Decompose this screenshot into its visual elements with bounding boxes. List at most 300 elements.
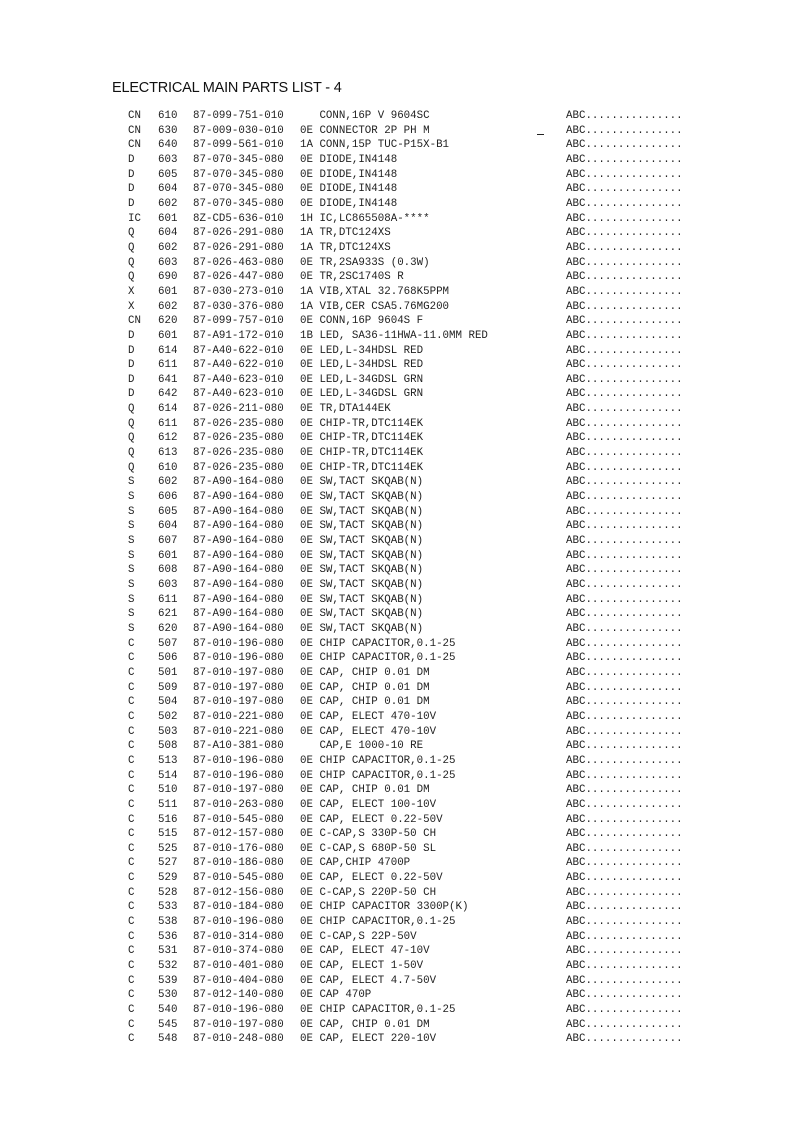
part-number: 8Z-CD5-636-010 [193, 212, 284, 225]
abc-dots: ABC............... [566, 579, 683, 591]
part-description: 0E CAP, CHIP 0.01 DM [300, 784, 430, 797]
part-description: 1A CONN,15P TUC-P15X-B1 [300, 139, 450, 152]
part-description: 0E SW,TACT SKQAB(N) [300, 579, 424, 591]
parts-row [0, 930, 793, 945]
abc-dots: ABC............... [566, 1018, 683, 1031]
abc-dots: ABC............... [566, 124, 683, 137]
part-number: 87-012-140-080 [193, 989, 284, 1002]
part-description: 0E SW,TACT SKQAB(N) [300, 622, 424, 635]
ref-number: 620 [158, 622, 178, 635]
ref-designator: X [128, 285, 135, 298]
parts-row [0, 974, 793, 989]
part-description: 0E CAP,CHIP 4700P [300, 857, 411, 870]
parts-row [0, 842, 793, 857]
ref-number: 540 [158, 1004, 178, 1017]
ref-number: 545 [158, 1018, 178, 1031]
ref-designator: Q [128, 447, 135, 460]
ref-designator: CN [128, 139, 141, 152]
parts-row [0, 534, 793, 549]
part-number: 87-A90-164-080 [193, 593, 284, 606]
ref-designator: C [128, 725, 135, 738]
abc-dots: ABC............... [566, 212, 683, 225]
abc-dots: ABC............... [566, 417, 683, 430]
parts-row [0, 431, 793, 446]
ref-number: 614 [158, 403, 178, 416]
part-number: 87-A91-172-010 [193, 329, 284, 342]
part-number: 87-A40-623-010 [193, 373, 284, 386]
parts-row [0, 109, 793, 124]
ref-designator: C [128, 1033, 135, 1046]
ref-designator: S [128, 608, 135, 621]
part-number: 87-010-221-080 [193, 710, 284, 723]
ref-number: 536 [158, 930, 178, 943]
abc-dots: ABC............... [566, 403, 683, 416]
part-number: 87-010-197-080 [193, 784, 284, 797]
ref-number: 605 [158, 168, 178, 181]
part-number: 87-026-235-080 [193, 432, 284, 445]
abc-dots: ABC............... [566, 725, 683, 738]
part-description: 0E CAP, ELECT 4.7-50V [300, 974, 437, 987]
ref-designator: D [128, 373, 135, 386]
part-description: 0E DIODE,IN4148 [300, 197, 398, 210]
part-description: 0E C-CAP,S 680P-50 SL [300, 842, 437, 855]
part-number: 87-070-345-080 [193, 183, 284, 196]
part-description: 0E LED,L-34GDSL GRN [300, 388, 424, 401]
abc-dots: ABC............... [566, 916, 683, 929]
abc-dots: ABC............... [566, 241, 683, 254]
ref-number: 508 [158, 740, 178, 753]
ref-designator: Q [128, 417, 135, 430]
abc-dots: ABC............... [566, 139, 683, 152]
part-number: 87-A90-164-080 [193, 535, 284, 548]
ref-designator: Q [128, 403, 135, 416]
part-number: 87-010-263-080 [193, 798, 284, 811]
parts-row [0, 1018, 793, 1033]
parts-row [0, 944, 793, 959]
ref-designator: Q [128, 432, 135, 445]
ref-designator: D [128, 168, 135, 181]
parts-row [0, 783, 793, 798]
ref-designator: C [128, 754, 135, 767]
abc-dots: ABC............... [566, 564, 683, 577]
part-description: 1H IC,LC865508A-**** [300, 212, 430, 225]
abc-dots: ABC............... [566, 989, 683, 1002]
part-number: 87-010-196-080 [193, 916, 284, 929]
part-number: 87-026-291-080 [193, 227, 284, 240]
ref-number: 603 [158, 579, 178, 591]
ref-designator: S [128, 535, 135, 548]
part-number: 87-A90-164-080 [193, 505, 284, 518]
ref-number: 603 [158, 153, 178, 166]
part-number: 87-009-030-010 [193, 124, 284, 137]
part-number: 87-026-235-080 [193, 447, 284, 460]
abc-dots: ABC............... [566, 271, 683, 284]
ref-number: 608 [158, 564, 178, 577]
part-description: 0E TR,DTA144EK [300, 403, 391, 416]
parts-row [0, 358, 793, 373]
ref-designator: C [128, 681, 135, 694]
part-description: 0E CHIP CAPACITOR 3300P(K) [300, 901, 469, 914]
part-description: 0E CHIP-TR,DTC114EK [300, 432, 424, 445]
abc-dots: ABC............... [566, 110, 683, 122]
abc-dots: ABC............... [566, 798, 683, 811]
ref-designator: C [128, 916, 135, 929]
abc-dots: ABC............... [566, 329, 683, 342]
part-number: 87-010-404-080 [193, 974, 284, 987]
part-number: 87-010-196-080 [193, 637, 284, 650]
ref-designator: C [128, 945, 135, 958]
abc-dots: ABC............... [566, 813, 683, 826]
abc-dots: ABC............... [566, 153, 683, 166]
parts-row [0, 124, 793, 139]
abc-dots: ABC............... [566, 256, 683, 269]
ref-number: 510 [158, 784, 178, 797]
part-description: 0E SW,TACT SKQAB(N) [300, 491, 424, 504]
part-number: 87-099-561-010 [193, 139, 284, 152]
ref-number: 611 [158, 593, 178, 606]
part-description: 0E CHIP CAPACITOR,0.1-25 [300, 652, 456, 665]
part-description: 0E CAP, CHIP 0.01 DM [300, 1018, 430, 1031]
part-description: 0E CAP, ELECT 1-50V [300, 960, 424, 973]
ref-number: 602 [158, 476, 178, 489]
page-title: ELECTRICAL MAIN PARTS LIST - 4 [112, 80, 342, 96]
ref-number: 506 [158, 652, 178, 665]
ref-designator: Q [128, 461, 135, 474]
part-number: 87-026-235-080 [193, 417, 284, 430]
part-description: 0E C-CAP,S 220P-50 CH [300, 886, 437, 899]
parts-row [0, 417, 793, 432]
ref-number: 548 [158, 1033, 178, 1046]
parts-row [0, 798, 793, 813]
parts-row [0, 138, 793, 153]
abc-dots: ABC............... [566, 974, 683, 987]
parts-row [0, 593, 793, 608]
part-number: 87-012-157-080 [193, 828, 284, 841]
parts-row [0, 256, 793, 271]
part-description: 0E CHIP-TR,DTC114EK [300, 417, 424, 430]
ref-designator: D [128, 183, 135, 196]
ref-number: 525 [158, 842, 178, 855]
ref-number: 515 [158, 828, 178, 841]
abc-dots: ABC............... [566, 183, 683, 196]
ref-number: 511 [158, 798, 178, 811]
parts-row [0, 285, 793, 300]
parts-row [0, 182, 793, 197]
abc-dots: ABC............... [566, 681, 683, 694]
part-description: 0E LED,L-34HDSL RED [300, 344, 424, 357]
ref-designator: C [128, 637, 135, 650]
abc-dots: ABC............... [566, 491, 683, 504]
part-number: 87-010-545-080 [193, 813, 284, 826]
part-number: 87-A90-164-080 [193, 476, 284, 489]
ref-designator: C [128, 696, 135, 709]
ref-number: 507 [158, 637, 178, 650]
ref-designator: C [128, 710, 135, 723]
abc-dots: ABC............... [566, 930, 683, 943]
part-number: 87-A90-164-080 [193, 579, 284, 591]
part-description: 0E CONN,16P 9604S F [300, 315, 424, 328]
ref-number: 601 [158, 549, 178, 562]
ref-designator: CN [128, 124, 141, 137]
abc-dots: ABC............... [566, 622, 683, 635]
abc-dots: ABC............... [566, 593, 683, 606]
part-description: 0E SW,TACT SKQAB(N) [300, 564, 424, 577]
parts-row [0, 651, 793, 666]
ref-designator: D [128, 153, 135, 166]
ref-designator: S [128, 491, 135, 504]
part-number: 87-026-291-080 [193, 241, 284, 254]
part-number: 87-A90-164-080 [193, 608, 284, 621]
ref-designator: C [128, 857, 135, 870]
part-description: 0E CHIP CAPACITOR,0.1-25 [300, 637, 456, 650]
part-description: 0E CHIP-TR,DTC114EK [300, 461, 424, 474]
parts-row [0, 695, 793, 710]
part-description: 0E SW,TACT SKQAB(N) [300, 520, 424, 533]
parts-row [0, 270, 793, 285]
part-number: 87-010-196-080 [193, 1004, 284, 1017]
ref-designator: C [128, 740, 135, 753]
part-description: 0E LED,L-34GDSL GRN [300, 373, 424, 386]
part-description: 0E CAP, CHIP 0.01 DM [300, 696, 430, 709]
ref-designator: C [128, 960, 135, 973]
ref-number: 531 [158, 945, 178, 958]
abc-dots: ABC............... [566, 549, 683, 562]
parts-row [0, 300, 793, 315]
part-description: 0E CAP, ELECT 47-10V [300, 945, 430, 958]
parts-row [0, 446, 793, 461]
part-description: 0E CAP, ELECT 470-10V [300, 710, 437, 723]
part-number: 87-070-345-080 [193, 197, 284, 210]
ref-designator: C [128, 886, 135, 899]
ref-designator: S [128, 564, 135, 577]
ref-designator: Q [128, 241, 135, 254]
ref-designator: C [128, 828, 135, 841]
parts-row [0, 212, 793, 227]
part-description: 0E CAP, CHIP 0.01 DM [300, 666, 430, 679]
part-number: 87-012-156-080 [193, 886, 284, 899]
ref-number: 516 [158, 813, 178, 826]
abc-dots: ABC............... [566, 784, 683, 797]
ref-designator: S [128, 520, 135, 533]
ref-designator: D [128, 359, 135, 372]
ref-number: 630 [158, 124, 178, 137]
ref-designator: S [128, 622, 135, 635]
part-number: 87-010-374-080 [193, 945, 284, 958]
abc-dots: ABC............... [566, 388, 683, 401]
part-number: 87-A40-622-010 [193, 344, 284, 357]
part-number: 87-010-196-080 [193, 754, 284, 767]
ref-number: 527 [158, 857, 178, 870]
part-number: 87-010-197-080 [193, 696, 284, 709]
ref-number: 532 [158, 960, 178, 973]
parts-row [0, 461, 793, 476]
part-description: 0E CONNECTOR 2P PH M [300, 124, 430, 137]
ref-number: 502 [158, 710, 178, 723]
parts-row [0, 637, 793, 652]
ref-designator: D [128, 388, 135, 401]
part-description: 0E CHIP CAPACITOR,0.1-25 [300, 754, 456, 767]
part-number: 87-A40-623-010 [193, 388, 284, 401]
parts-row [0, 505, 793, 520]
part-number: 87-030-376-080 [193, 300, 284, 313]
parts-row [0, 373, 793, 388]
ref-number: 604 [158, 520, 178, 533]
part-description: 0E C-CAP,S 330P-50 CH [300, 828, 437, 841]
ref-number: 509 [158, 681, 178, 694]
parts-row [0, 402, 793, 417]
ref-number: 503 [158, 725, 178, 738]
abc-dots: ABC............... [566, 285, 683, 298]
parts-row [0, 153, 793, 168]
part-number: 87-010-196-080 [193, 769, 284, 782]
ref-number: 533 [158, 901, 178, 914]
abc-dots: ABC............... [566, 842, 683, 855]
ref-designator: C [128, 798, 135, 811]
ref-designator: C [128, 769, 135, 782]
ref-number: 538 [158, 916, 178, 929]
ref-number: 611 [158, 417, 178, 430]
ref-number: 602 [158, 300, 178, 313]
ref-number: 610 [158, 110, 178, 122]
ref-number: 641 [158, 373, 178, 386]
parts-row [0, 769, 793, 784]
ref-number: 603 [158, 256, 178, 269]
part-description: 0E SW,TACT SKQAB(N) [300, 593, 424, 606]
parts-row [0, 329, 793, 344]
abc-dots: ABC............... [566, 359, 683, 372]
abc-dots: ABC............... [566, 373, 683, 386]
part-number: 87-010-221-080 [193, 725, 284, 738]
parts-row [0, 1003, 793, 1018]
abc-dots: ABC............... [566, 740, 683, 753]
parts-row [0, 915, 793, 930]
part-number: 87-010-314-080 [193, 930, 284, 943]
part-description: 0E CHIP-TR,DTC114EK [300, 447, 424, 460]
part-description: 0E SW,TACT SKQAB(N) [300, 535, 424, 548]
abc-dots: ABC............... [566, 168, 683, 181]
ref-number: 604 [158, 227, 178, 240]
part-description: 0E SW,TACT SKQAB(N) [300, 549, 424, 562]
ref-designator: C [128, 784, 135, 797]
ref-number: 620 [158, 315, 178, 328]
abc-dots: ABC............... [566, 945, 683, 958]
part-description: 0E LED,L-34HDSL RED [300, 359, 424, 372]
parts-row [0, 813, 793, 828]
abc-dots: ABC............... [566, 344, 683, 357]
part-description: 1A VIB,XTAL 32.768K5PPM [300, 285, 450, 298]
ref-number: 602 [158, 241, 178, 254]
ref-number: 601 [158, 285, 178, 298]
part-number: 87-099-751-010 [193, 110, 284, 122]
parts-row [0, 681, 793, 696]
abc-dots: ABC............... [566, 608, 683, 621]
abc-dots: ABC............... [566, 197, 683, 210]
ref-number: 539 [158, 974, 178, 987]
ref-number: 601 [158, 212, 178, 225]
part-number: 87-A90-164-080 [193, 564, 284, 577]
abc-dots: ABC............... [566, 960, 683, 973]
part-number: 87-A40-622-010 [193, 359, 284, 372]
part-number: 87-010-184-080 [193, 901, 284, 914]
abc-dots: ABC............... [566, 432, 683, 445]
part-description: 0E CAP, ELECT 0.22-50V [300, 813, 443, 826]
abc-dots: ABC............... [566, 476, 683, 489]
ref-designator: C [128, 930, 135, 943]
ref-designator: C [128, 1018, 135, 1031]
abc-dots: ABC............... [566, 447, 683, 460]
abc-dots: ABC............... [566, 315, 683, 328]
abc-dots: ABC............... [566, 227, 683, 240]
part-description: CONN,16P V 9604SC [300, 110, 430, 122]
part-number: 87-010-545-080 [193, 872, 284, 885]
ref-designator: Q [128, 227, 135, 240]
part-number: 87-070-345-080 [193, 153, 284, 166]
parts-row [0, 725, 793, 740]
ref-designator: CN [128, 110, 141, 122]
parts-row [0, 1032, 793, 1047]
ref-number: 513 [158, 754, 178, 767]
ref-designator: S [128, 549, 135, 562]
parts-row [0, 607, 793, 622]
part-number: 87-010-248-080 [193, 1033, 284, 1046]
parts-row [0, 344, 793, 359]
ref-number: 604 [158, 183, 178, 196]
ref-designator: Q [128, 271, 135, 284]
part-description: 0E CAP, ELECT 470-10V [300, 725, 437, 738]
part-number: 87-010-176-080 [193, 842, 284, 855]
part-number: 87-026-211-080 [193, 403, 284, 416]
ref-designator: C [128, 652, 135, 665]
parts-row [0, 988, 793, 1003]
parts-row [0, 827, 793, 842]
parts-row [0, 197, 793, 212]
parts-row [0, 886, 793, 901]
abc-dots: ABC............... [566, 1004, 683, 1017]
part-number: 87-010-197-080 [193, 1018, 284, 1031]
part-description: 0E DIODE,IN4148 [300, 183, 398, 196]
ref-number: 642 [158, 388, 178, 401]
part-description: 0E SW,TACT SKQAB(N) [300, 608, 424, 621]
ref-designator: D [128, 344, 135, 357]
parts-row [0, 739, 793, 754]
abc-dots: ABC............... [566, 505, 683, 518]
parts-row [0, 519, 793, 534]
abc-dots: ABC............... [566, 1033, 683, 1046]
ref-designator: X [128, 300, 135, 313]
ref-designator: IC [128, 212, 141, 225]
part-number: 87-A10-381-080 [193, 740, 284, 753]
abc-dots: ABC............... [566, 828, 683, 841]
part-description: 0E CAP, ELECT 0.22-50V [300, 872, 443, 885]
ref-number: 501 [158, 666, 178, 679]
ref-number: 611 [158, 359, 178, 372]
parts-row [0, 578, 793, 593]
part-description: 0E TR,2SC1740S R [300, 271, 404, 284]
parts-row [0, 622, 793, 637]
ref-number: 621 [158, 608, 178, 621]
part-number: 87-010-186-080 [193, 857, 284, 870]
ref-designator: C [128, 813, 135, 826]
parts-row [0, 168, 793, 183]
ref-number: 640 [158, 139, 178, 152]
ref-number: 612 [158, 432, 178, 445]
ref-number: 605 [158, 505, 178, 518]
ref-designator: S [128, 476, 135, 489]
parts-row [0, 666, 793, 681]
abc-dots: ABC............... [566, 461, 683, 474]
part-description: 0E CAP, ELECT 100-10V [300, 798, 437, 811]
part-description: 0E C-CAP,S 22P-50V [300, 930, 417, 943]
